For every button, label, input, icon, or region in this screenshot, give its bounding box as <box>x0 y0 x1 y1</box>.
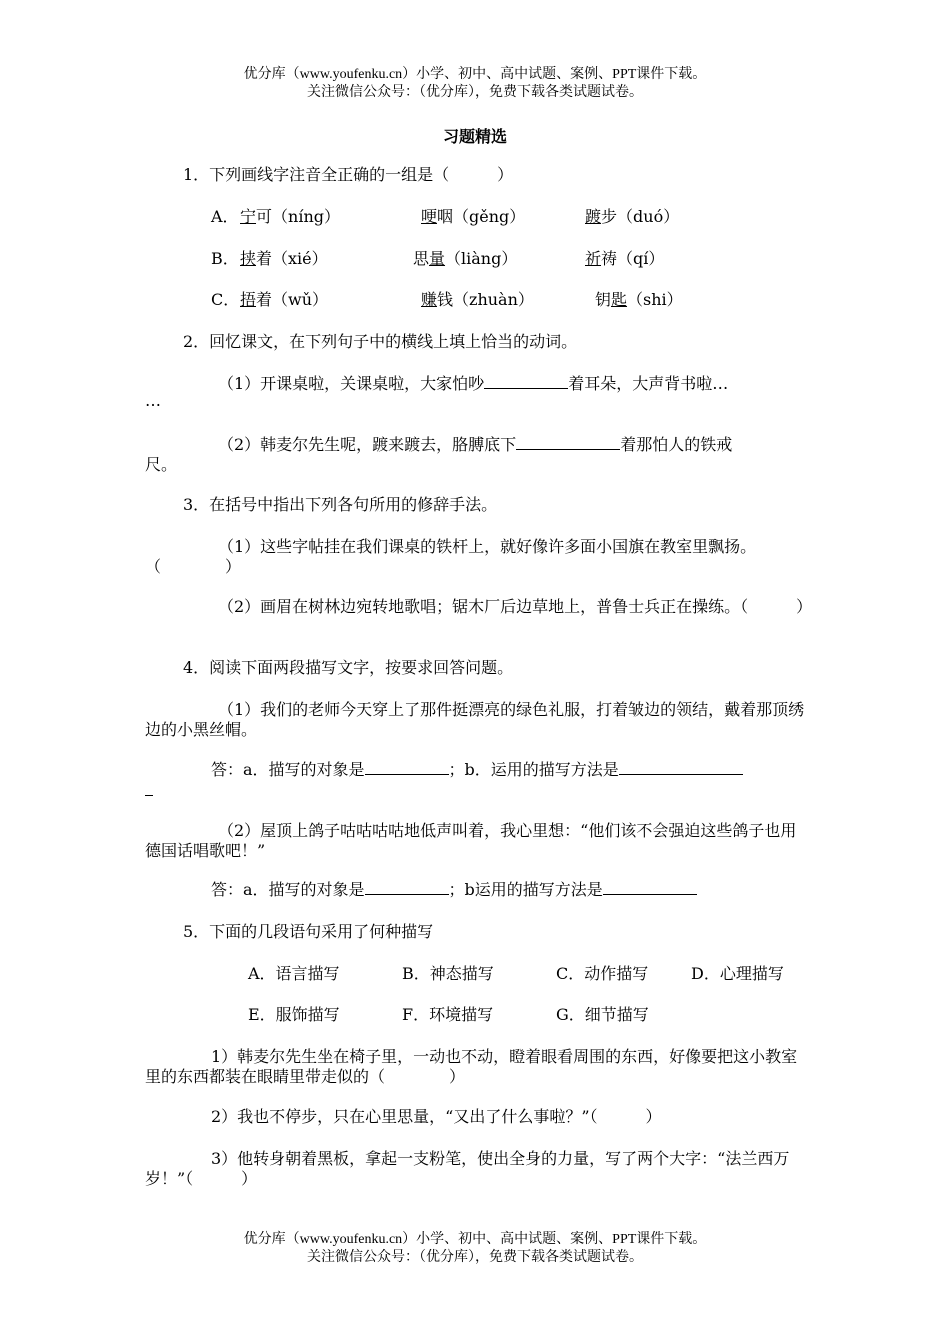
q5-option-f: F．环境描写 <box>402 1005 494 1024</box>
q5-option-g: G．细节描写 <box>556 1005 649 1024</box>
q5-option-d: D．心理描写 <box>691 964 784 983</box>
page-title: 习题精选 <box>442 127 507 146</box>
q1-option-a-item3: 踱步（duó） <box>585 207 680 226</box>
q5-option-b: B．神态描写 <box>402 964 494 983</box>
q5-option-a: A．语言描写 <box>248 964 340 983</box>
q4-stem: 4．阅读下面两段描写文字，按要求回答问题。 <box>183 658 514 677</box>
q5-option-c: C．动作描写 <box>556 964 649 983</box>
q4-blank2-cont <box>145 795 153 796</box>
page-header-line1: 优分库（www.youfenku.cn）小学、初中、高中试题、案例、PPT课件下载。 <box>243 67 707 82</box>
q2-blank1 <box>484 374 568 389</box>
q2-sentence2-cont: 尺。 <box>145 455 178 474</box>
q1-option-c-item2: 赚钱（zhuàn） <box>421 290 534 309</box>
q3-sentence1: （1）这些字帖挂在我们课桌的铁杆上，就好像许多面小国旗在教室里飘扬。（ ） <box>145 537 757 576</box>
q4-blank2 <box>619 760 743 775</box>
q1-option-b-item2: 思量（liàng） <box>413 249 518 268</box>
q1-option-b-label: B． <box>211 249 239 268</box>
q1-option-a-item1: 宁可（níng） <box>240 207 340 226</box>
q4-passage2: （2）屋顶上鸽子咕咕咕咕地低声叫着，我心里想：“他们该不会强迫这些鸽子也用德国话唱歌吧！” <box>145 821 797 860</box>
q1-option-c-label: C． <box>211 290 240 309</box>
page-header-line2: 关注微信公众号：（优分库），免费下载各类试题试卷。 <box>307 85 643 100</box>
q2-sentence2: （2）韩麦尔先生呢，踱来踱去，胳膊底下 着那怕人的铁戒 <box>218 435 733 454</box>
q2-stem: 2．回忆课文，在下列句子中的横线上填上恰当的动词。 <box>183 332 578 351</box>
q1-option-c-item3: 钥匙（shi） <box>595 290 683 309</box>
q5-option-e: E．服饰描写 <box>248 1005 340 1024</box>
q5-stem: 5．下面的几段语句采用了何种描写 <box>183 922 434 941</box>
q5-sentence3: 3）他转身朝着黑板，拿起一支粉笔，使出全身的力量，写了两个大字：“法兰西万岁！”（ ） <box>145 1149 790 1188</box>
q4-passage1: （1）我们的老师今天穿上了那件挺漂亮的绿色礼服，打着皱边的领结，戴着那顶绣边的小黑丝帽。 <box>145 700 805 739</box>
q1-option-b-item3: 祈祷（qí） <box>585 249 665 268</box>
q3-sentence2: （2）画眉在树林边宛转地歌唱；锯木厂后边草地上，普鲁士兵正在操练。（ ） <box>218 597 813 616</box>
q5-sentence1: 1）韩麦尔先生坐在椅子里，一动也不动，瞪着眼看周围的东西，好像要把这小教室里的东西都装在眼睛里带走似的（ ） <box>145 1047 798 1086</box>
page-footer-line2: 关注微信公众号：（优分库），免费下载各类试题试卷。 <box>307 1250 643 1265</box>
q4-blank3 <box>365 880 449 895</box>
q1-option-a-label: A． <box>211 207 239 226</box>
q3-stem: 3．在括号中指出下列各句所用的修辞手法。 <box>183 495 498 514</box>
q2-sentence1-cont: … <box>145 391 161 410</box>
q4-answer1: 答：a．描写的对象是 ；b．运用的描写方法是 <box>211 760 743 780</box>
q4-blank4 <box>603 880 697 895</box>
page-footer-line1: 优分库（www.youfenku.cn）小学、初中、高中试题、案例、PPT课件下载。 <box>243 1232 707 1247</box>
q5-sentence2: 2）我也不停步，只在心里思量，“又出了什么事啦？”（ ） <box>211 1107 662 1126</box>
q1-option-c-item1: 捂着（wǔ） <box>240 290 329 309</box>
q4-answer2: 答：a．描写的对象是 ；b运用的描写方法是 <box>211 880 697 900</box>
q1-option-a-item2: 哽咽（gěng） <box>421 207 526 226</box>
q1-stem: 1．下列画线字注音全正确的一组是（ ） <box>183 165 514 184</box>
q4-blank1 <box>365 760 449 775</box>
q2-sentence1: （1）开课桌啦，关课桌啦，大家怕吵 着耳朵，大声背书啦… <box>218 374 729 393</box>
q1-option-b-item1: 挟着（xié） <box>240 249 328 268</box>
q2-blank2 <box>516 435 620 450</box>
